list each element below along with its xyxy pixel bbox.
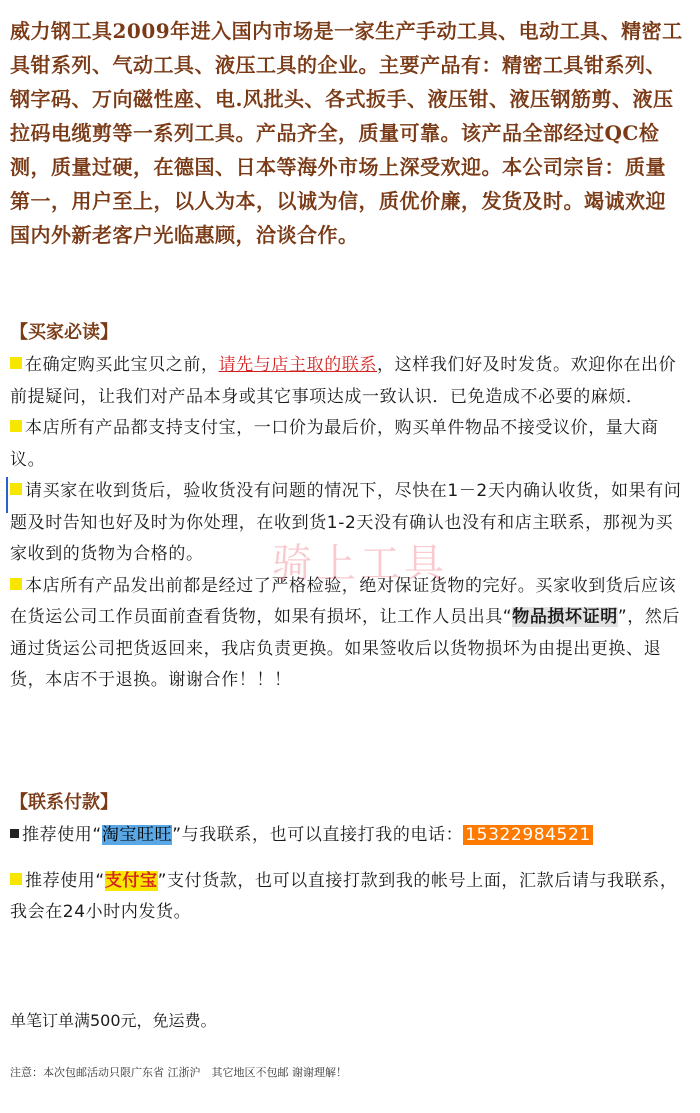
contact-text: ”与我联系，也可以直接打我的电话： bbox=[172, 825, 464, 845]
yellow-square-icon bbox=[10, 873, 22, 885]
yellow-square-icon bbox=[10, 483, 22, 495]
buyer-notice-section bbox=[10, 318, 685, 697]
free-shipping-text: 单笔订单满500元，免运费。 bbox=[10, 1011, 217, 1030]
notice-text: ”，然后通过货运公司把货返回来，我店负责更换。如果签收后以货物损坏为由提出更换、退货，本店不于退换。谢谢合作！！！ bbox=[10, 607, 681, 690]
notice-text: 请买家在收到货后，验收货没有问题的情况下，尽快在1－2天内确认收货，如果有问题及时告知也好及时为你处理，在收到货1-2天没有确认也没有和店主联系，那视为买家收到的货物为合格的。 bbox=[10, 481, 682, 564]
phone-number[interactable]: 15322984521 bbox=[465, 825, 591, 845]
damage-certificate-highlight: 物品损坏证明 bbox=[512, 607, 618, 627]
buyer-notice-item-4 bbox=[10, 571, 685, 697]
contact-text: 推荐使用“ bbox=[25, 870, 105, 891]
buyer-notice-heading: 【买家必读】 bbox=[10, 322, 118, 343]
notice-text: 本店所有产品都支持支付宝，一口价为最后价，购买单件物品不接受议价，量大商议。 bbox=[10, 418, 659, 470]
contact-text: ”支付货款，也可以直接打款到我的帐号上面，汇款后请与我联系，我会在24小时内发货。 bbox=[10, 870, 678, 922]
yellow-square-icon bbox=[10, 357, 22, 369]
watermark: 骑上工具 bbox=[272, 541, 448, 587]
contact-payment-section bbox=[10, 788, 685, 929]
buyer-notice-item-1 bbox=[10, 350, 685, 413]
notice-text: 本店所有产品发出前都是经过了严格检验，绝对保证货物的完好。买家收到货后应该在货运公司工作员面前查看货物，如果有损坏，让工作人员出具“ bbox=[10, 575, 677, 627]
taobao-wangwang-link[interactable]: 淘宝旺旺 bbox=[101, 825, 173, 845]
yellow-square-icon bbox=[10, 420, 22, 432]
black-square-icon bbox=[10, 829, 19, 838]
buyer-notice-item-3 bbox=[10, 476, 685, 571]
contact-owner-link[interactable]: 请先与店主取的联系 bbox=[218, 355, 378, 375]
text-cursor bbox=[6, 477, 8, 513]
alipay-link[interactable]: 支付宝 bbox=[104, 870, 158, 891]
yellow-square-icon bbox=[10, 578, 22, 590]
contact-payment-heading: 【联系付款】 bbox=[10, 792, 118, 813]
contact-alipay-item bbox=[10, 866, 685, 929]
company-intro: 威力钢工具2009年进入国内市场是一家生产手动工具、电动工具、精密工具钳系列、气动工具、液压工具的企业。主要产品有：精密工具钳系列、钢字码、万向磁性座、电.风批头、各式扳手、液压钳、液压钢筋剪、液压拉码电缆剪等一系列工具。产品齐全，质量可靠。该产品全部经过QC检测，质量过硬，在德国、日本等海外市场上深受欢迎。本公司宗旨：质量第一，用户至上，以人为本，以诚为信，质优价廉，发货及时。竭诚欢迎国内外新老客户光临惠顾，洽谈合作。 bbox=[10, 19, 683, 247]
contact-text: 推荐使用“ bbox=[22, 825, 102, 845]
shipping-note: 注意：本次包邮活动只限广东省 江浙沪 其它地区不包邮 谢谢理解！ bbox=[10, 1066, 347, 1079]
buyer-notice-item-2 bbox=[10, 413, 685, 476]
contact-wangwang-item bbox=[10, 820, 685, 852]
notice-text: ，这样我们好及时发货。欢迎你在出价前提疑问，让我们对产品本身或其它事项达成一致认识．已免造成不必要的麻烦． bbox=[10, 355, 677, 407]
notice-text: 在确定购买此宝贝之前， bbox=[25, 355, 219, 375]
